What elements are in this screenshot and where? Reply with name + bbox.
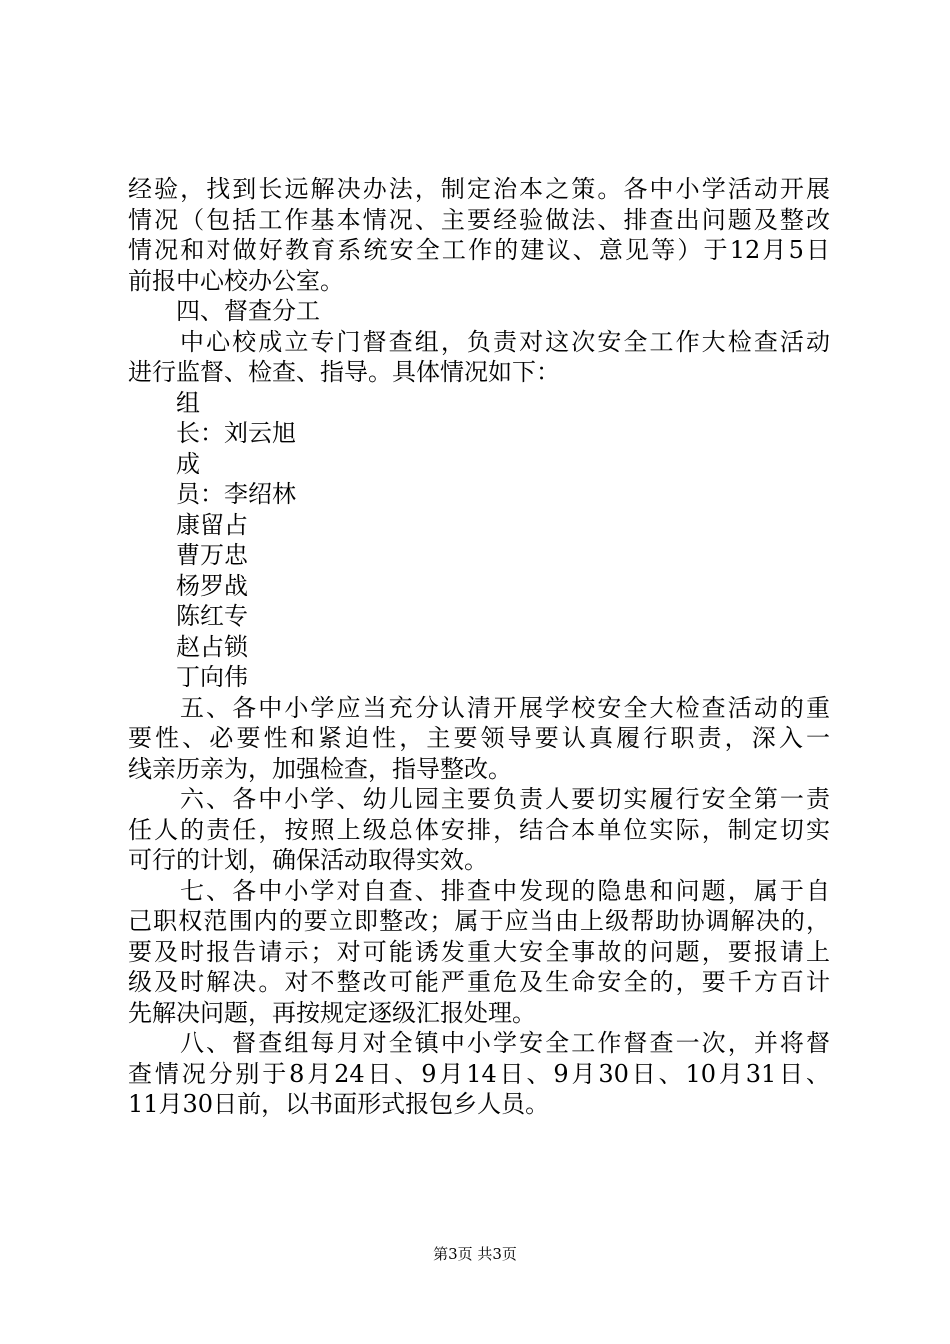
- text-line: 可行的计划，确保活动取得实效。: [128, 846, 488, 874]
- text-line: 八、督查组每月对全镇中小学安全工作督查一次，并将督: [180, 1029, 830, 1057]
- text-line: 要性、必要性和紧迫性，主要领导要认真履行职责，深入一: [128, 724, 830, 752]
- text-line: 陈红专: [176, 602, 248, 630]
- text-line: 六、各中小学、幼儿园主要负责人要切实履行安全第一责: [180, 785, 830, 813]
- text-line: 组: [176, 388, 200, 417]
- text-line: 康留占: [176, 510, 248, 539]
- text-line: 杨罗战: [176, 571, 248, 600]
- text-line: 五、各中小学应当充分认清开展学校安全大检查活动的重: [180, 693, 830, 722]
- text-line: 情况（包括工作基本情况、主要经验做法、排查出问题及整改: [128, 205, 830, 234]
- text-line: 长：刘云旭: [176, 419, 296, 447]
- text-line: 级及时解决。对不整改可能严重危及生命安全的，要千方百计: [128, 968, 830, 996]
- text-line: 线亲历亲为，加强检查，指导整改。: [128, 754, 512, 783]
- text-line: 成: [176, 449, 200, 478]
- text-line: 11月30日前，以书面形式报包乡人员。: [128, 1090, 550, 1118]
- document-body: [128, 174, 830, 1120]
- text-line: 先解决问题，再按规定逐级汇报处理。: [128, 998, 536, 1027]
- page-footer: 第3页 共3页: [433, 1245, 517, 1263]
- text-line: 查情况分别于8月24日、9月14日、9月30日、10月31日、: [128, 1059, 830, 1088]
- text-line: 要及时报告请示；对可能诱发重大安全事故的问题，要报请上: [128, 937, 830, 966]
- text-line: 前报中心校办公室。: [128, 266, 344, 295]
- text-line: 经验，找到长远解决办法，制定治本之策。各中小学活动开展: [128, 175, 830, 203]
- text-line: 七、各中小学对自查、排查中发现的隐患和问题，属于自: [180, 876, 830, 905]
- text-line: 员：李绍林: [176, 480, 296, 508]
- text-line: 任人的责任，按照上级总体安排，结合本单位实际，制定切实: [128, 815, 830, 844]
- text-line: 进行监督、检查、指导。具体情况如下：: [128, 358, 560, 386]
- text-line: 曹万忠: [176, 541, 248, 569]
- text-line: 情况和对做好教育系统安全工作的建议、意见等）于12月5日: [128, 236, 830, 264]
- text-line: 己职权范围内的要立即整改；属于应当由上级帮助协调解决的，: [128, 907, 830, 935]
- text-line: 丁向伟: [176, 663, 248, 691]
- text-line: 赵占锁: [176, 632, 248, 661]
- text-line: 四、督查分工: [176, 297, 320, 325]
- text-line: 中心校成立专门督查组，负责对这次安全工作大检查活动: [180, 327, 830, 356]
